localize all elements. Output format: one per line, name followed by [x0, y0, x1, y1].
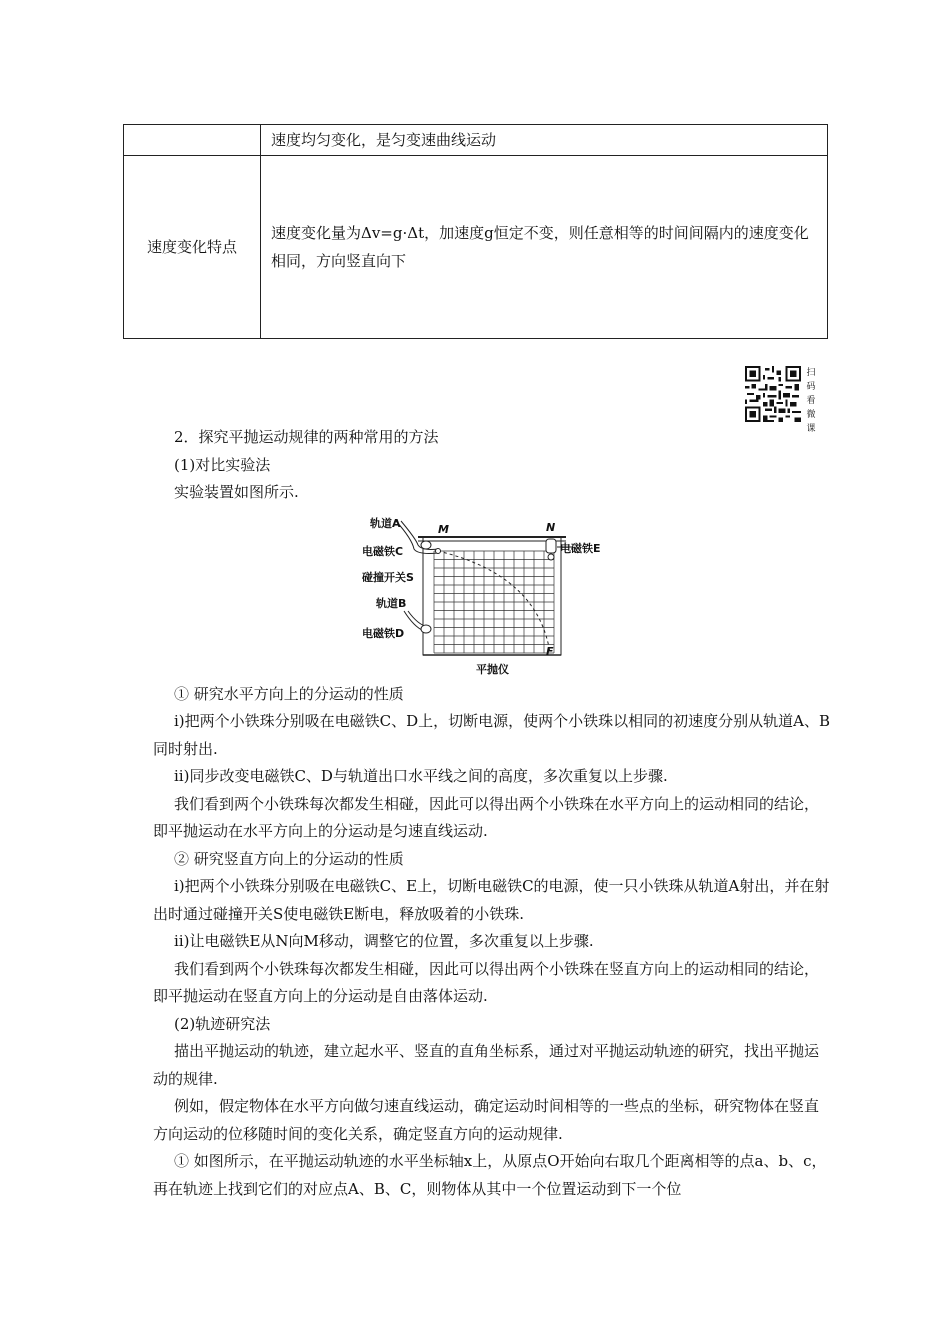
main-content	[153, 424, 833, 1203]
paragraph: ⅰ)把两个小铁珠分别吸在电磁铁C、D上，切断电源，使两个小铁珠以相同的初速度分别从轨道A、B同时射出.	[153, 712, 831, 758]
label-f: F	[546, 644, 554, 658]
label-magnet-c: 电磁铁C	[362, 544, 404, 558]
label-track-b: 轨道B	[376, 596, 407, 610]
intro-text: 实验装置如图所示.	[174, 483, 299, 501]
qr-code[interactable]	[745, 366, 801, 422]
qr-caption: 扫码看微课	[806, 368, 816, 434]
paragraph: ⅱ)同步改变电磁铁C、D与轨道出口水平线之间的高度，多次重复以上步骤.	[174, 767, 668, 785]
section-title: 2．探究平抛运动规律的两种常用的方法	[174, 428, 439, 446]
paragraph: 我们看到两个小铁珠每次都发生相碰，因此可以得出两个小铁珠在水平方向上的运动相同的结论，即平抛运动在水平方向上的分运动是匀速直线运动.	[153, 794, 820, 840]
subsection-title: (1)对比实验法	[174, 455, 271, 474]
paragraph: ① 如图所示，在平抛运动轨迹的水平坐标轴x上，从原点O开始向右取几个距离相等的点a、b、c，再在轨迹上找到它们的对应点A、B、C，则物体从其中一个位置运动到下一个位	[153, 1152, 827, 1198]
property-table	[123, 124, 828, 339]
apparatus-figure	[362, 515, 608, 677]
table-cell-text: 速度变化量为Δv=g·Δt，加速度g恒定不变，则任意相等的时间间隔内的速度变化相同，方向竖直向下	[261, 156, 828, 339]
paragraph: ⅰ)把两个小铁珠分别吸在电磁铁C、E上，切断电磁铁C的电源，使一只小铁珠从轨道A射出，并在射出时通过碰撞开关S使电磁铁E断电，释放吸着的小铁珠.	[153, 877, 830, 923]
table-cell-text: 速度均匀变化，是匀变速曲线运动	[261, 125, 828, 156]
table-cell-empty	[124, 125, 261, 156]
label-m: M	[438, 522, 449, 536]
label-n: N	[546, 520, 556, 534]
table-row	[124, 156, 828, 339]
paragraph: (2)轨迹研究法	[174, 1014, 271, 1033]
table-cell-label: 速度变化特点	[124, 156, 261, 339]
paragraph: ① 研究水平方向上的分运动的性质	[174, 684, 404, 703]
paragraph: ② 研究竖直方向上的分运动的性质	[174, 849, 404, 868]
paragraph: 例如，假定物体在水平方向做匀速直线运动，确定运动时间相等的一些点的坐标，研究物体在竖直方向运动的位移随时间的变化关系，确定竖直方向的运动规律.	[153, 1097, 820, 1143]
paragraph: ⅱ)让电磁铁E从N向M移动，调整它的位置，多次重复以上步骤.	[174, 932, 594, 950]
label-magnet-e: 电磁铁E	[560, 541, 601, 555]
paragraph: 我们看到两个小铁珠每次都发生相碰，因此可以得出两个小铁珠在竖直方向上的运动相同的结论，即平抛运动在竖直方向上的分运动是自由落体运动.	[153, 959, 820, 1005]
label-switch-s: 碰撞开关S	[362, 570, 414, 584]
label-track-a: 轨道A	[370, 516, 401, 530]
table-row	[124, 125, 828, 156]
paragraph: 描出平抛运动的轨迹，建立起水平、竖直的直角坐标系，通过对平抛运动轨迹的研究，找出平抛运动的规律.	[153, 1042, 820, 1088]
figure-caption: 平抛仪	[476, 662, 509, 676]
label-magnet-d: 电磁铁D	[362, 626, 405, 640]
